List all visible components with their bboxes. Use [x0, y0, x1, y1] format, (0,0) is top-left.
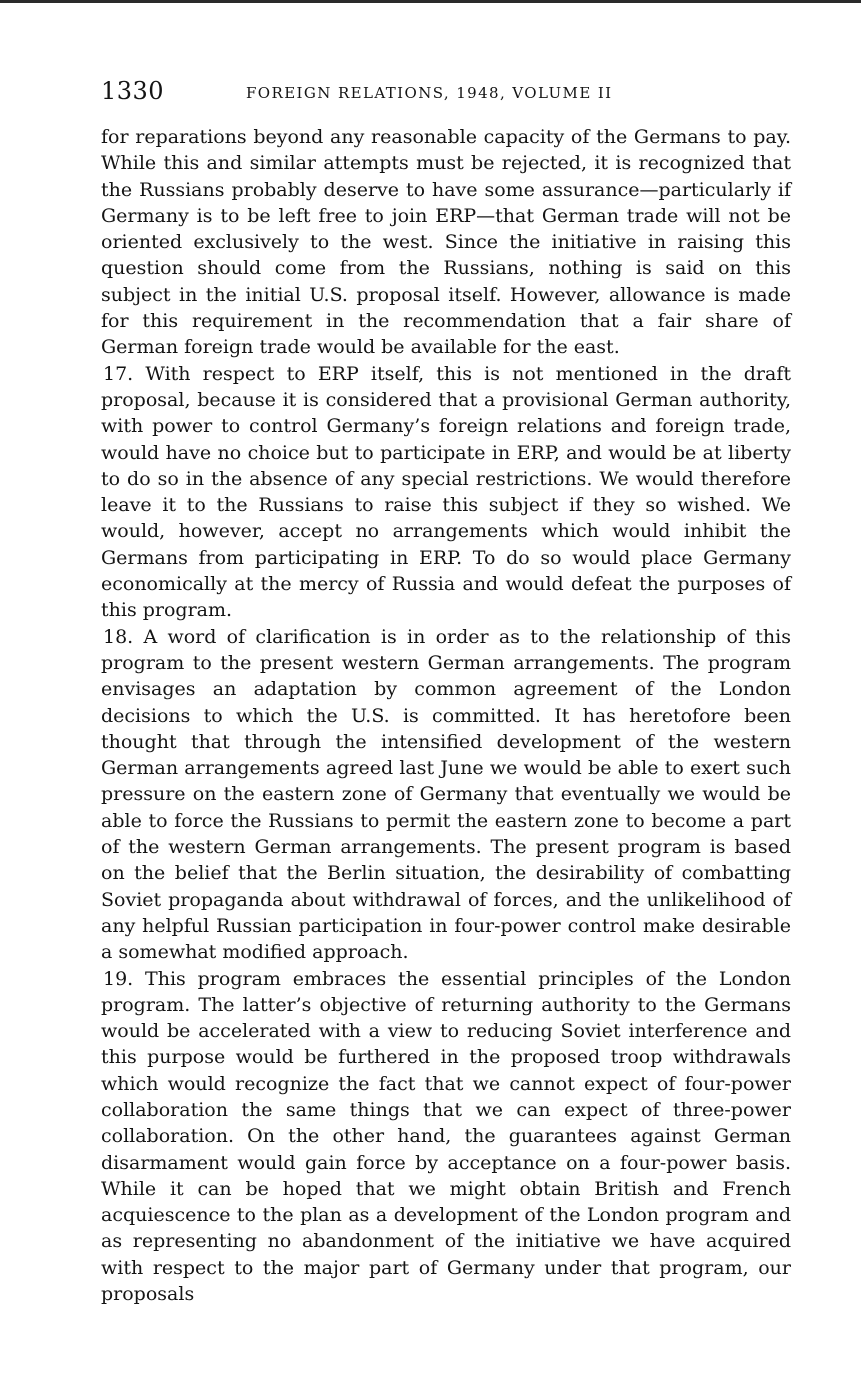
paragraph-continuation: for reparations beyond any reasonable capacity of the Germans to pay. While this and similar attempts must be rejected, it is recognized that the Russians probably deserve to have some assurance—particularly if Germany is to be left free to join ERP—that German trade will not be oriented exclusively to the west. Since the initiative in raising this question should come from the Russians, nothing is said on this subject in the initial U.S. proposal itself. However, allowance is made for this requirement in the recommendation that a fair share of German foreign trade would be available for the east.	[101, 126, 791, 359]
running-head: FOREIGN RELATIONS, 1948, VOLUME II	[246, 84, 613, 102]
body-text	[101, 124, 791, 1307]
page-header	[101, 76, 791, 110]
top-edge-rule	[0, 0, 861, 3]
paragraph-18: 18. A word of clarification is in order as to the relationship of this program to the present western German arrangements. The program envisages an adaptation by common agreement of the London decisions to which the U.S. is committed. It has heretofore been thought that through the intensified development of the western German arrangements agreed last June we would be able to exert such pressure on the eastern zone of Germany that eventually we would be able to force the Russians to permit the eastern zone to become a part of the western German arrangements. The present program is based on the belief that the Berlin situation, the desirability of combatting Soviet propaganda about withdrawal of forces, and the unlikelihood of any helpful Russian participation in four-power control make desirable a somewhat modified approach.	[101, 625, 791, 964]
paragraph-17: 17. With respect to ERP itself, this is not mentioned in the draft proposal, because it is considered that a provisional German authority, with power to control Germany’s foreign relations and foreign trade, would have no choice but to participate in ERP, and would be at liberty to do so in the absence of any special restrictions. We would therefore leave it to the Russians to raise this subject if they so wished. We would, however, accept no arrangements which would inhibit the Germans from participating in ERP. To do so would place Germany economically at the mercy of Russia and would defeat the purposes of this program.	[101, 362, 791, 622]
paragraph-19: 19. This program embraces the essential principles of the London program. The latter’s objective of returning authority to the Germans would be accelerated with a view to reducing Soviet interference and this purpose would be furthered in the proposed troop withdrawals which would recognize the fact that we cannot expect of four-power collaboration the same things that we can expect of three-power collaboration. On the other hand, the guarantees against German disarmament would gain force by acceptance on a four-power basis. While it can be hoped that we might obtain British and French acquiescence to the plan as a development of the London program and as representing no abandonment of the initiative we have acquired with respect to the major part of Germany under that program, our proposals	[101, 967, 791, 1306]
page-number: 1330	[101, 77, 165, 105]
